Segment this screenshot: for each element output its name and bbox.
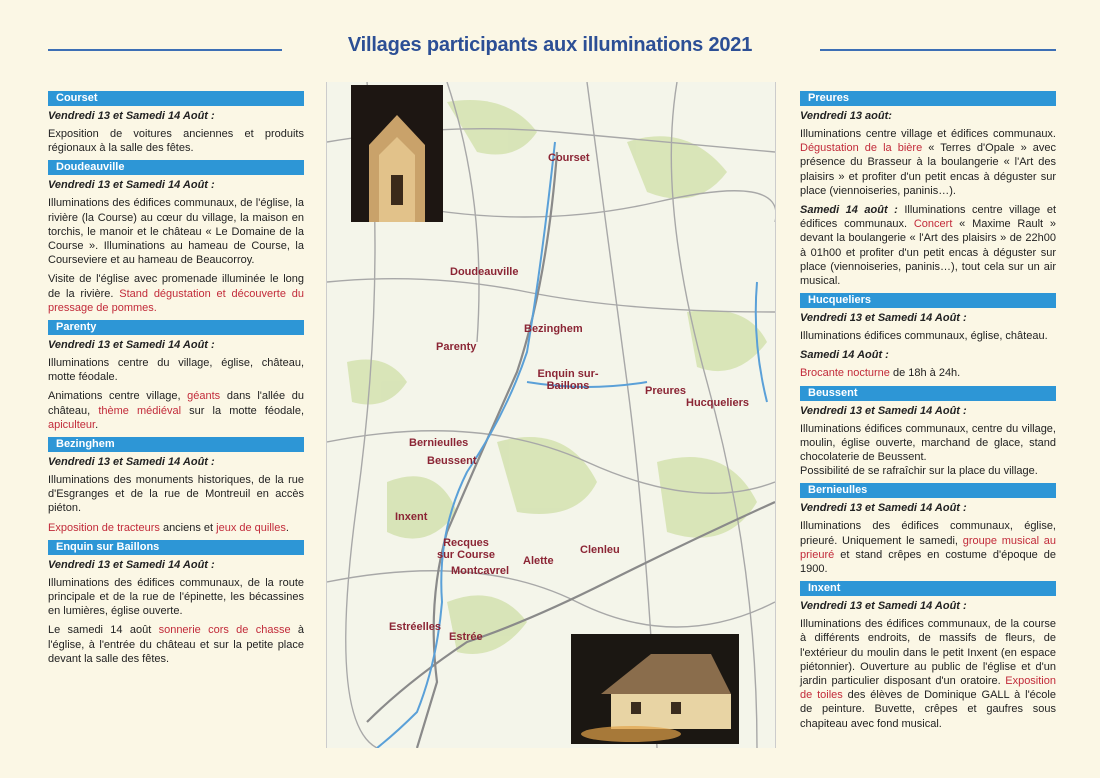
paragraph: Illuminations centre village et édifices communaux. Dégustation de la bière « Terres d'Opale » avec présence du Brasseur à la boulangerie « l'Art des plaisirs » et profiter d'un petit encas à déguster sur place (viennoiseries, paninis…). [800, 128, 1056, 197]
left-column [48, 91, 304, 671]
paragraph: Exposition de tracteurs anciens et jeux de quilles. [48, 521, 289, 534]
section-header-bezinghem: Bezinghem [48, 437, 304, 452]
date-line: Vendredi 13 et Samedi 14 Août : [800, 600, 967, 613]
date-line: Vendredi 13 et Samedi 14 Août : [800, 312, 967, 325]
section-header-beussent: Beussent [800, 386, 1056, 401]
page-title: Villages participants aux illuminations 2021 [347, 34, 753, 56]
section-header-inxent: Inxent [800, 581, 1056, 596]
paragraph: Illuminations édifices communaux, centre du village, moulin, église ouverte, marchand de glace, stand chocolaterie de Beussent. [800, 422, 1056, 464]
date-line: Vendredi 13 et Samedi 14 Août : [48, 339, 215, 352]
map-label-clenleu: Clenleu [580, 544, 620, 556]
date-line: Vendredi 13 août: [800, 110, 892, 122]
map-label-estreelles: Estréelles [389, 621, 441, 633]
date-line: Vendredi 13 et Samedi 14 Août : [48, 558, 215, 571]
map-label-bernieulles: Bernieulles [409, 437, 469, 449]
paragraph: Exposition de voitures anciennes et produits régionaux à la salle des fêtes. [48, 128, 304, 155]
section-header-parenty: Parenty [48, 320, 304, 335]
map-label-doudeauville: Doudeauville [450, 266, 519, 278]
section-header-doudeauville: Doudeauville [48, 160, 304, 175]
paragraph: Le samedi 14 août sonnerie cors de chasse à l'église, à l'entrée du château et sur la petite place devant la salle des fêtes. [48, 624, 304, 665]
paragraph: Samedi 14 août : Illuminations centre village et édifices communaux. Concert « Maxime Rault » devant la boulangerie « l'Art des plaisirs » de 22h00 à 01h00 et profiter d'un petit encas à déguster sur place (viennoiseries, paninis…), tout cela sur un air musical. [800, 204, 1056, 288]
photo-house-night [571, 634, 739, 744]
highlight: sonnerie cors de chasse [158, 624, 291, 637]
map-label-bezinghem: Bezinghem [524, 323, 583, 335]
map-label-recques: Recques sur Course [436, 537, 496, 561]
section-header-courset: Courset [48, 91, 304, 106]
paragraph: Illuminations édifices communaux, église, château. [800, 330, 1048, 343]
date-line: Vendredi 13 et Samedi 14 Août : [48, 179, 215, 192]
highlight: Brocante nocturne [800, 367, 890, 380]
paragraph: Possibilité de se rafraîchir sur la place du village. [800, 465, 1038, 478]
map-label-beussent: Beussent [427, 455, 477, 467]
map-label-courset: Courset [548, 152, 590, 164]
highlight: groupe musical au prieuré [800, 534, 1056, 561]
village-map [326, 82, 776, 748]
map-label-parenty: Parenty [436, 341, 477, 353]
highlight: Concert [913, 218, 953, 231]
paragraph: Brocante nocturne de 18h à 24h. [800, 367, 961, 380]
map-label-montcavrel: Montcavrel [451, 565, 510, 577]
paragraph: Illuminations des édifices communaux, de l'église, la rivière (la Course) au cœur du village, la maison en torchis, le manoir et le château « Le Domaine de la Course ». Illuminations au hameau de Course, la Courseviere et au hameau de Beaucorroy. [48, 197, 304, 267]
paragraph: Illuminations des édifices communaux, église, prieuré. Uniquement le samedi, groupe musical au prieuré et stand crêpes en costume d'époque de 1900. [800, 520, 1056, 576]
church-illustration [351, 85, 443, 222]
section-header-hucqueliers: Hucqueliers [800, 293, 1056, 308]
highlight: thème médiéval [98, 404, 182, 417]
right-column [800, 91, 1056, 736]
highlight: jeux de quilles [216, 521, 286, 534]
paragraph: Illuminations des monuments historiques, de la rue d'Esgranges et de la rue de Montreuil en accès piéton. [48, 474, 304, 515]
highlight: Stand dégustation et découverte du pressage de pommes. [48, 287, 304, 314]
map-label-hucqueliers: Hucqueliers [686, 397, 749, 409]
date-line: Samedi 14 Août : [800, 349, 889, 362]
date-line: Vendredi 13 et Samedi 14 Août : [800, 404, 967, 417]
highlight: géants [187, 390, 221, 403]
map-label-inxent: Inxent [395, 511, 428, 523]
date-line: Vendredi 13 et Samedi 14 Août : [48, 456, 215, 469]
date-line: Vendredi 13 et Samedi 14 Août : [48, 110, 215, 122]
highlight: apiculteur [48, 418, 96, 431]
map-label-enquin: Enquin sur-Baillons [537, 368, 599, 392]
photo-church-night [351, 85, 443, 222]
highlight: Dégustation de la bière [800, 142, 923, 155]
map-label-estree: Estrée [449, 631, 483, 643]
paragraph: Illuminations centre du village, église, château, motte féodale. [48, 357, 304, 384]
section-header-enquin: Enquin sur Baillons [48, 540, 304, 555]
map-label-preures: Preures [645, 385, 686, 397]
paragraph: Illuminations des édifices communaux, de la course à différents endroits, de massifs de fleurs, de l'extérieur du moulin dans le petit Inxent (en espace piétonnier). Ouverture au public de l'église et d'un jardin particulier disposant d'un oratoire. Exposition de toiles des élèves de Dominique GALL à l'école de peinture. Buvette, crêpes et gaufres sous chapiteau avec fond musical. [800, 618, 1056, 730]
map-label-alette: Alette [523, 555, 554, 567]
section-header-bernieulles: Bernieulles [800, 483, 1056, 498]
paragraph: Visite de l'église avec promenade illuminée le long de la rivière. Stand dégustation et découverte du pressage de pommes. [48, 273, 304, 314]
date-line: Vendredi 13 et Samedi 14 Août : [800, 502, 967, 515]
paragraph: Illuminations des édifices communaux, de la route principale et de la rue de l'épinette, les bécassines en lumières, église ouverte. [48, 576, 304, 618]
highlight: Exposition de toiles [800, 675, 1056, 702]
paragraph: Animations centre village, géants dans l'allée du château, thème médiéval sur la motte féodale, apiculteur. [48, 390, 304, 431]
section-header-preures: Preures [800, 91, 1056, 106]
highlight: Exposition de tracteurs [48, 521, 160, 534]
house-illustration [571, 634, 739, 744]
